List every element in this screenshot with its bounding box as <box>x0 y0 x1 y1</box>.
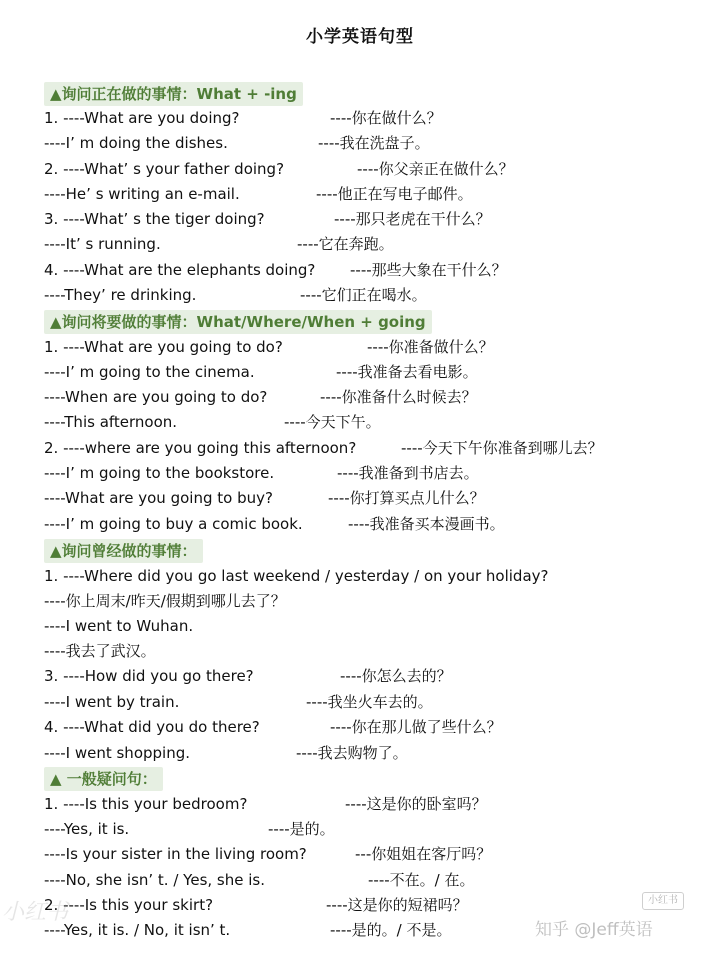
chinese-text: ----你在那儿做了些什么？ <box>330 718 502 736</box>
english-text: 1. ----Is this your bedroom? <box>44 795 248 813</box>
chinese-text: ----你打算买点儿什么？ <box>328 489 485 507</box>
chinese-text: ----这是你的卧室吗？ <box>345 795 487 813</box>
page-title: 小学英语句型 <box>306 27 414 47</box>
chinese-text: ----我在洗盘子。 <box>318 134 430 152</box>
chinese-text: ----今天下午。 <box>284 413 381 431</box>
dialogue-line <box>0 564 720 589</box>
dialogue-line <box>0 741 720 766</box>
dialogue-line <box>0 131 720 156</box>
dialogue-line <box>0 157 720 182</box>
dialogue-line <box>0 182 720 207</box>
chinese-text: ----你在做什么？ <box>330 109 442 127</box>
dialogue-line <box>0 868 720 893</box>
chinese-text: ----我准备去看电影。 <box>336 363 478 381</box>
english-text: 4. ----What did you do there? <box>44 718 260 736</box>
english-text: ----Yes, it is. / No, it isn’ t. <box>44 921 231 939</box>
chinese-text: ---你姐姐在客厅吗？ <box>355 845 492 863</box>
chinese-text: ----你父亲正在做什么？ <box>357 160 514 178</box>
watermark-left: 小红书 <box>2 900 69 925</box>
english-text: 2. ----What’ s your father doing? <box>44 160 285 178</box>
english-text: ----I went shopping. <box>44 744 191 762</box>
dialogue-line <box>0 664 720 689</box>
chinese-text: ----我去购物了。 <box>296 744 408 762</box>
dialogue-line <box>0 207 720 232</box>
chinese-text: ----我准备买本漫画书。 <box>348 515 505 533</box>
english-text: ----I’ m going to the bookstore. <box>44 464 275 482</box>
section-heading-yes-no-questions: ▲ 一般疑问句： <box>44 767 163 791</box>
dialogue-line <box>0 436 720 461</box>
dialogue-line <box>0 614 720 639</box>
chinese-text: ----今天下午你准备到哪儿去？ <box>401 439 603 457</box>
english-text: 2. ----Is this your skirt? <box>44 896 214 914</box>
chinese-text: ----你怎么去的？ <box>340 667 452 685</box>
chinese-text: ----我准备到书店去。 <box>337 464 479 482</box>
chinese-text: ----我坐火车去的。 <box>306 693 433 711</box>
dialogue-line <box>0 639 720 664</box>
english-text: ----I’ m doing the dishes. <box>44 134 228 152</box>
chinese-text: ----它们正在喝水。 <box>300 286 427 304</box>
english-text: 3. ----How did you go there? <box>44 667 254 685</box>
english-text: 1. ----Where did you go last weekend / yesterday / on your holiday? <box>44 567 549 585</box>
dialogue-line <box>0 589 720 614</box>
dialogue-line <box>0 106 720 131</box>
chinese-text: ----我去了武汉。 <box>44 642 156 660</box>
dialogue-line <box>0 512 720 537</box>
dialogue-line <box>0 232 720 257</box>
chinese-text: ----那只老虎在干什么？ <box>334 210 491 228</box>
dialogue-line <box>0 410 720 435</box>
english-text: 2. ----where are you going this afternoon? <box>44 439 357 457</box>
english-text: ----They’ re drinking. <box>44 286 197 304</box>
dialogue-line <box>0 817 720 842</box>
english-text: ----I’ m going to buy a comic book. <box>44 515 303 533</box>
chinese-text: ----你准备做什么？ <box>367 338 494 356</box>
section-heading-going-to: ▲询问将要做的事情：What/Where/When + going <box>44 310 432 334</box>
english-text: ----Is your sister in the living room? <box>44 845 307 863</box>
english-text: 3. ----What’ s the tiger doing? <box>44 210 265 228</box>
section-heading-present-continuous: ▲询问正在做的事情：What + -ing <box>44 82 303 106</box>
dialogue-line <box>0 258 720 283</box>
dialogue-line <box>0 461 720 486</box>
english-text: ----Yes, it is. <box>44 820 130 838</box>
chinese-text: ----那些大象在干什么？ <box>350 261 507 279</box>
watermark-zhihu: 知乎 @Jeff英语 <box>535 920 653 940</box>
english-text: ----I’ m going to the cinema. <box>44 363 255 381</box>
english-text: ----I went to Wuhan. <box>44 617 194 635</box>
english-text: ----It’ s running. <box>44 235 161 253</box>
english-text: ----When are you going to do? <box>44 388 268 406</box>
dialogue-line <box>0 385 720 410</box>
chinese-text: ----它在奔跑。 <box>297 235 394 253</box>
english-text: ----No, she isn’ t. / Yes, she is. <box>44 871 265 889</box>
watermark-badge: 小红书 <box>642 892 684 910</box>
chinese-text: ----你准备什么时候去？ <box>320 388 477 406</box>
dialogue-line <box>0 486 720 511</box>
english-text: 4. ----What are the elephants doing? <box>44 261 316 279</box>
chinese-text: ----这是你的短裙吗？ <box>326 896 468 914</box>
dialogue-line <box>0 335 720 360</box>
dialogue-line <box>0 715 720 740</box>
english-text: 1. ----What are you doing? <box>44 109 240 127</box>
english-text: ----I went by train. <box>44 693 180 711</box>
chinese-text: ----他正在写电子邮件。 <box>316 185 473 203</box>
english-text: ----He’ s writing an e-mail. <box>44 185 240 203</box>
chinese-text: ----你上周末/昨天/假期到哪儿去了？ <box>44 592 286 610</box>
dialogue-line <box>0 792 720 817</box>
english-text: 1. ----What are you going to do? <box>44 338 283 356</box>
english-text: ----What are you going to buy? <box>44 489 273 507</box>
chinese-text: ----是的。/ 不是。 <box>330 921 452 939</box>
dialogue-line <box>0 842 720 867</box>
section-heading-past: ▲询问曾经做的事情： <box>44 539 203 563</box>
dialogue-line <box>0 360 720 385</box>
english-text: ----This afternoon. <box>44 413 178 431</box>
dialogue-line <box>0 690 720 715</box>
dialogue-line <box>0 283 720 308</box>
chinese-text: ----不在。/ 在。 <box>368 871 475 889</box>
chinese-text: ----是的。 <box>268 820 335 838</box>
